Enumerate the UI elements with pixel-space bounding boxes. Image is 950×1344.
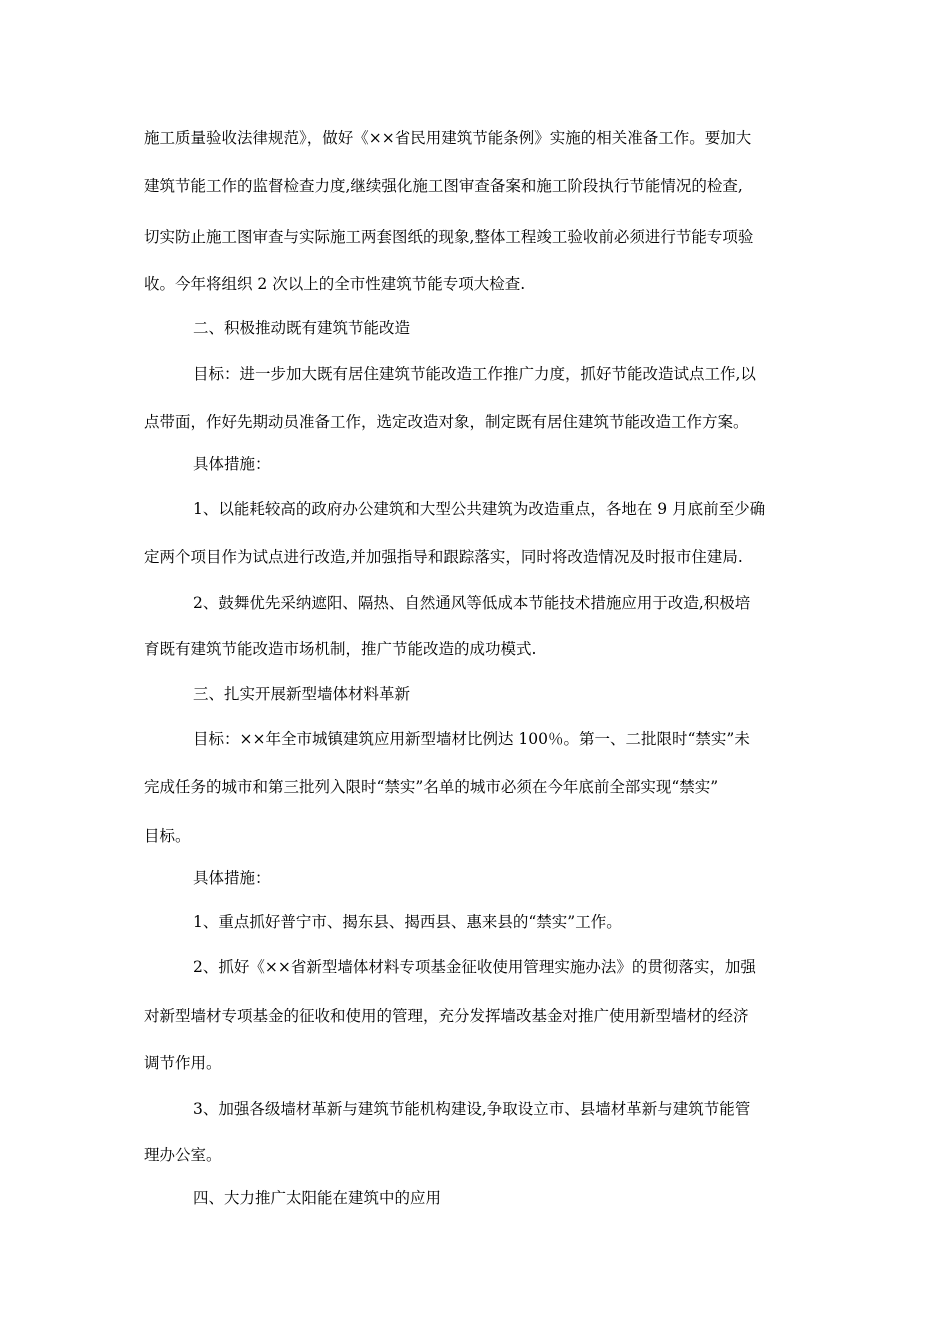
paragraph-line: 完成任务的城市和第三批列入限时“禁实”名单的城市必须在今年底前全部实现“禁实” [144, 778, 719, 796]
section-heading: 二、积极推动既有建筑节能改造 [193, 319, 411, 337]
paragraph-line: 1、以能耗较高的政府办公建筑和大型公共建筑为改造重点，各地在 9 月底前至少确 [193, 500, 766, 518]
paragraph-line: 收。今年将组织 2 次以上的全市性建筑节能专项大检查. [144, 275, 526, 293]
paragraph-line: 目标：××年全市城镇建筑应用新型墙材比例达 100％。第一、二批限时“禁实”未 [193, 730, 750, 748]
paragraph-line: 目标：进一步加大既有居住建筑节能改造工作推广力度，抓好节能改造试点工作,以 [193, 365, 756, 383]
paragraph-line: 对新型墙材专项基金的征收和使用的管理，充分发挥墙改基金对推广使用新型墙材的经济 [144, 1007, 749, 1025]
paragraph-line: 育既有建筑节能改造市场机制，推广节能改造的成功模式. [144, 640, 537, 658]
paragraph-line: 1、重点抓好普宁市、揭东县、揭西县、惠来县的“禁实”工作。 [193, 913, 622, 931]
paragraph-line: 建筑节能工作的监督检查力度,继续强化施工图审查备案和施工阶段执行节能情况的检查, [144, 177, 743, 195]
paragraph-line: 点带面，作好先期动员准备工作，选定改造对象，制定既有居住建筑节能改造工作方案。 [144, 413, 749, 431]
paragraph-line: 3、加强各级墙材革新与建筑节能机构建设,争取设立市、县墙材革新与建筑节能管 [193, 1100, 751, 1118]
section-heading: 四、大力推广太阳能在建筑中的应用 [193, 1189, 442, 1207]
subheading: 具体措施： [193, 869, 271, 887]
paragraph-line: 施工质量验收法律规范》，做好《××省民用建筑节能条例》实施的相关准备工作。要加大 [144, 129, 752, 147]
paragraph-line: 理办公室。 [144, 1146, 222, 1164]
paragraph-line: 2、抓好《××省新型墙体材料专项基金征收使用管理实施办法》的贯彻落实，加强 [193, 958, 756, 976]
section-heading: 三、扎实开展新型墙体材料革新 [193, 685, 411, 703]
paragraph-line: 定两个项目作为试点进行改造,并加强指导和跟踪落实，同时将改造情况及时报市住建局. [144, 548, 743, 566]
paragraph-line: 切实防止施工图审查与实际施工两套图纸的现象,整体工程竣工验收前必须进行节能专项验 [144, 228, 754, 246]
subheading: 具体措施： [193, 455, 271, 473]
paragraph-line: 目标。 [144, 827, 191, 845]
paragraph-line: 调节作用。 [144, 1054, 222, 1072]
paragraph-line: 2、鼓舞优先采纳遮阳、隔热、自然通风等低成本节能技术措施应用于改造,积极培 [193, 594, 751, 612]
